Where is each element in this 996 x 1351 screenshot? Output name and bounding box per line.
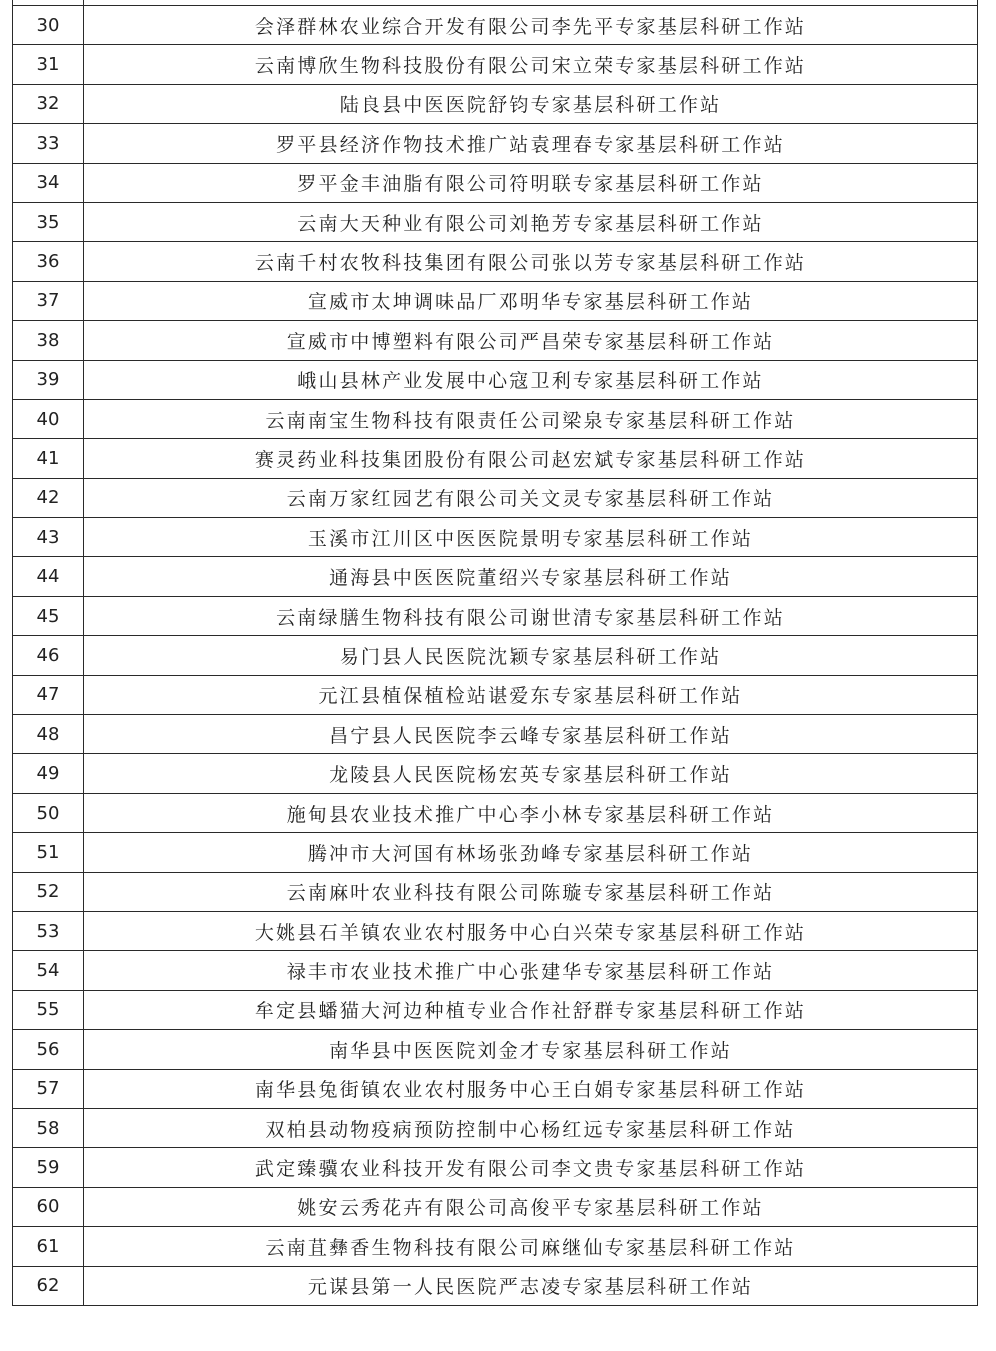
row-number: 32 — [13, 84, 84, 123]
table-row — [13, 872, 978, 911]
table-row — [13, 557, 978, 596]
workstation-name: 通海县中医医院董绍兴专家基层科研工作站 — [84, 557, 978, 596]
row-number: 35 — [13, 202, 84, 241]
table-row — [13, 596, 978, 635]
workstation-name: 姚安云秀花卉有限公司高俊平专家基层科研工作站 — [84, 1187, 978, 1226]
table-row — [13, 439, 978, 478]
workstation-name: 双柏县动物疫病预防控制中心杨红远专家基层科研工作站 — [84, 1108, 978, 1147]
workstation-name: 陆良县中医医院舒钧专家基层科研工作站 — [84, 84, 978, 123]
table-row — [13, 84, 978, 123]
table-row — [13, 1227, 978, 1266]
workstation-name: 玉溪市江川区中医医院景明专家基层科研工作站 — [84, 518, 978, 557]
row-number: 50 — [13, 793, 84, 832]
row-number: 31 — [13, 45, 84, 84]
table-row — [13, 478, 978, 517]
row-number: 54 — [13, 951, 84, 990]
row-number: 52 — [13, 872, 84, 911]
row-number: 42 — [13, 478, 84, 517]
table-row — [13, 754, 978, 793]
table-row — [13, 951, 978, 990]
workstation-name: 云南麻叶农业科技有限公司陈璇专家基层科研工作站 — [84, 872, 978, 911]
table-row — [13, 518, 978, 557]
row-number: 41 — [13, 439, 84, 478]
table-row — [13, 1030, 978, 1069]
table-row — [13, 399, 978, 438]
row-number: 46 — [13, 636, 84, 675]
row-number: 62 — [13, 1266, 84, 1305]
table-row — [13, 163, 978, 202]
workstation-name: 元江县植保植检站谌爱东专家基层科研工作站 — [84, 675, 978, 714]
table-row — [13, 124, 978, 163]
row-number: 58 — [13, 1108, 84, 1147]
row-number: 38 — [13, 321, 84, 360]
workstation-name: 罗平县经济作物技术推广站袁理春专家基层科研工作站 — [84, 124, 978, 163]
row-number: 59 — [13, 1148, 84, 1187]
workstation-name: 武定臻骥农业科技开发有限公司李文贵专家基层科研工作站 — [84, 1148, 978, 1187]
table-row — [13, 1187, 978, 1226]
table-row — [13, 675, 978, 714]
workstation-name: 南华县中医医院刘金才专家基层科研工作站 — [84, 1030, 978, 1069]
table-body — [13, 0, 978, 1305]
document-page — [12, 0, 978, 1344]
workstation-name: 腾冲市大河国有林场张劲峰专家基层科研工作站 — [84, 833, 978, 872]
table-row — [13, 242, 978, 281]
workstation-name: 南华县兔街镇农业农村服务中心王白娟专家基层科研工作站 — [84, 1069, 978, 1108]
workstation-name: 龙陵县人民医院杨宏英专家基层科研工作站 — [84, 754, 978, 793]
table-row — [13, 636, 978, 675]
row-number: 60 — [13, 1187, 84, 1226]
row-number: 36 — [13, 242, 84, 281]
table-row — [13, 1148, 978, 1187]
row-number: 56 — [13, 1030, 84, 1069]
row-number: 33 — [13, 124, 84, 163]
row-number: 51 — [13, 833, 84, 872]
row-number: 45 — [13, 596, 84, 635]
row-number: 37 — [13, 281, 84, 320]
row-number: 55 — [13, 990, 84, 1029]
workstation-name: 云南南宝生物科技有限责任公司梁泉专家基层科研工作站 — [84, 399, 978, 438]
workstation-name: 云南博欣生物科技股份有限公司宋立荣专家基层科研工作站 — [84, 45, 978, 84]
workstation-name: 赛灵药业科技集团股份有限公司赵宏斌专家基层科研工作站 — [84, 439, 978, 478]
workstation-name: 云南苴彝香生物科技有限公司麻继仙专家基层科研工作站 — [84, 1227, 978, 1266]
row-number: 30 — [13, 6, 84, 45]
workstation-name: 禄丰市农业技术推广中心张建华专家基层科研工作站 — [84, 951, 978, 990]
table-row — [13, 911, 978, 950]
table-row — [13, 990, 978, 1029]
workstation-name: 牟定县蟠猫大河边种植专业合作社舒群专家基层科研工作站 — [84, 990, 978, 1029]
workstation-name: 易门县人民医院沈颖专家基层科研工作站 — [84, 636, 978, 675]
table-row — [13, 6, 978, 45]
workstation-name: 峨山县林产业发展中心寇卫利专家基层科研工作站 — [84, 360, 978, 399]
workstation-name: 元谋县第一人民医院严志凌专家基层科研工作站 — [84, 1266, 978, 1305]
workstation-table — [12, 0, 978, 1306]
table-row — [13, 1108, 978, 1147]
row-number: 34 — [13, 163, 84, 202]
workstation-name: 云南绿膳生物科技有限公司谢世清专家基层科研工作站 — [84, 596, 978, 635]
workstation-name: 施甸县农业技术推广中心李小林专家基层科研工作站 — [84, 793, 978, 832]
row-number: 43 — [13, 518, 84, 557]
workstation-name: 昌宁县人民医院李云峰专家基层科研工作站 — [84, 715, 978, 754]
table-row — [13, 715, 978, 754]
row-number: 39 — [13, 360, 84, 399]
row-number: 61 — [13, 1227, 84, 1266]
table-row — [13, 321, 978, 360]
table-row — [13, 360, 978, 399]
table-row — [13, 202, 978, 241]
table-row — [13, 793, 978, 832]
table-row — [13, 281, 978, 320]
workstation-name: 云南大天种业有限公司刘艳芳专家基层科研工作站 — [84, 202, 978, 241]
row-number: 48 — [13, 715, 84, 754]
table-row — [13, 45, 978, 84]
workstation-name: 云南千村农牧科技集团有限公司张以芳专家基层科研工作站 — [84, 242, 978, 281]
row-number: 49 — [13, 754, 84, 793]
workstation-name: 宣威市太坤调味品厂邓明华专家基层科研工作站 — [84, 281, 978, 320]
workstation-name: 云南万家红园艺有限公司关文灵专家基层科研工作站 — [84, 478, 978, 517]
table-row — [13, 1069, 978, 1108]
row-number: 47 — [13, 675, 84, 714]
workstation-name: 会泽群林农业综合开发有限公司李先平专家基层科研工作站 — [84, 6, 978, 45]
row-number: 40 — [13, 399, 84, 438]
workstation-name: 宣威市中博塑料有限公司严昌荣专家基层科研工作站 — [84, 321, 978, 360]
row-number: 57 — [13, 1069, 84, 1108]
table-row — [13, 833, 978, 872]
row-number: 53 — [13, 911, 84, 950]
row-number: 44 — [13, 557, 84, 596]
table-row — [13, 1266, 978, 1305]
workstation-name: 罗平金丰油脂有限公司符明联专家基层科研工作站 — [84, 163, 978, 202]
workstation-name: 大姚县石羊镇农业农村服务中心白兴荣专家基层科研工作站 — [84, 911, 978, 950]
